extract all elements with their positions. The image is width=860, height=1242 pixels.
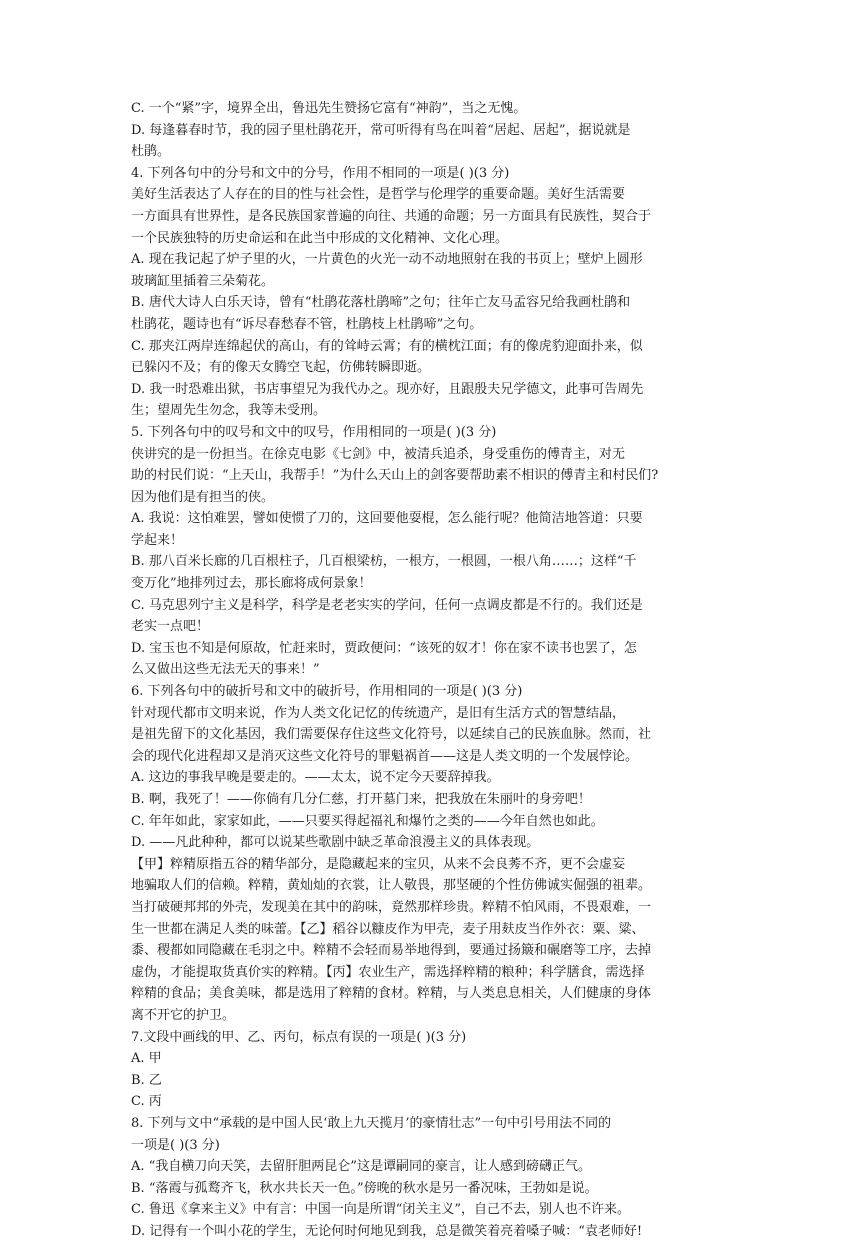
passage-line: 地骗取人们的信赖。粹精，黄灿灿的衣裳，让人敬畏，那坚硬的个性仿佛诚实倔强的祖辈。 bbox=[131, 878, 652, 894]
text-line: 一项是( )(3 分) bbox=[131, 1137, 220, 1153]
option-line: A. “我自横刀向天笑，去留肝胆两昆仑”这是谭嗣同的豪言，让人感到磅礴正气。 bbox=[131, 1159, 591, 1175]
option-line: B. 那八百米长廊的几百根柱子，几百根梁枋，一根方，一根圆，一根八角……；这样“千 bbox=[131, 554, 637, 570]
option-line: B. 乙 bbox=[131, 1072, 162, 1088]
option-line: D. 记得有一个叫小花的学生，无论何时何地见到我，总是微笑着亮着嗓子喊：“袁老师好! bbox=[131, 1223, 643, 1239]
option-line: C. 鲁迅《拿来主义》中有言：中国一向是所谓“闭关主义”，自己不去，别人也不许来。 bbox=[131, 1202, 631, 1218]
text-line: 么又做出这些无法无天的事来！” bbox=[131, 662, 320, 678]
option-line: C. 丙 bbox=[131, 1094, 162, 1110]
question-7-stem: 7.文段中画线的甲、乙、丙句，标点有误的一项是( )(3 分) bbox=[131, 1029, 467, 1045]
question-8-stem: 8. 下列与文中“承载的是中国人民‘敢上九天揽月’的豪情壮志”一句中引号用法不同的 bbox=[131, 1115, 612, 1131]
option-line: D. ——凡此种种，都可以说某些歌剧中缺乏革命浪漫主义的具体表现。 bbox=[131, 835, 540, 851]
text-line: 侠讲究的是一份担当。在徐克电影《七剑》中，被清兵追杀，身受重伤的傅青主，对无 bbox=[131, 446, 626, 462]
passage-line: 虚伪，才能提取货真价实的粹精。【丙】农业生产，需选择粹精的粮种；科学膳食，需选择 bbox=[131, 964, 645, 980]
option-line: D. 宝玉也不知是何原故，忙赶来时，贾政便问：“该死的奴才！你在家不读书也罢了，怎 bbox=[131, 640, 637, 656]
text-line: 助的村民们说：“上天山，我帮手！”为什么天山上的剑客要帮助素不相识的傅青主和村民们? bbox=[131, 468, 659, 484]
text-line: 是祖先留下的文化基因，我们需要保存住这些文化符号，以延续自己的民族血脉。然而，社 bbox=[131, 727, 652, 743]
text-line: 会的现代化进程却又是消灭这些文化符号的罪魁祸首——这是人类文明的一个发展悖论。 bbox=[131, 748, 639, 764]
document-body bbox=[131, 98, 721, 1242]
option-line: B. 啊，我死了！——你倘有几分仁慈，打开墓门来，把我放在朱丽叶的身旁吧！ bbox=[131, 792, 591, 807]
text-line: 变万化”地排列过去，那长廊将成何景象！ bbox=[131, 576, 372, 592]
option-line: B. “落霞与孤鹜齐飞，秋水共长天一色。”傍晚的秋水是另一番况味，王勃如是说。 bbox=[131, 1180, 598, 1196]
passage-line: 粹精的食品；美食美味，都是选用了粹精的食材。粹精，与人类息息相关，人们健康的身体 bbox=[131, 986, 652, 1002]
text-line: 杜鹃。 bbox=[131, 144, 171, 160]
text-line: 针对现代都市文明来说，作为人类文化记忆的传统遗产，是旧有生活方式的智慧结晶， bbox=[131, 705, 626, 721]
text-line: 因为他们是有担当的侠。 bbox=[131, 489, 275, 505]
passage-line: 生一世都在满足人类的味蕾。【乙】稻谷以糠皮作为甲壳，麦子用麸皮当作外衣：粟、粱、 bbox=[131, 921, 645, 937]
text-line: C. 一个“紧”字，境界全出，鲁迅先生赞扬它富有“神韵”，当之无愧。 bbox=[131, 101, 527, 116]
passage-line: 离不开它的护卫。 bbox=[131, 1007, 236, 1023]
option-line: A. 现在我记起了炉子里的火，一片黄色的火光一动不动地照射在我的书页上；壁炉上圆形 bbox=[131, 252, 643, 268]
text-line: 学起来！ bbox=[131, 532, 184, 548]
text-line: 一个民族独特的历史命运和在此当中形成的文化精神、文化心理。 bbox=[131, 230, 509, 246]
passage-line: 【甲】粹精原指五谷的精华部分，是隐藏起来的宝贝，从来不会良莠不齐，更不会虚妄 bbox=[131, 856, 626, 872]
passage-line: 黍、稷都如同隐藏在毛羽之中。粹精不会轻而易举地得到，要通过扬簸和碾磨等工序，去掉 bbox=[131, 943, 652, 959]
text-line: D. 每逢暮春时节，我的园子里杜鹃花开，常可听得有鸟在叫着“居起、居起”，据说就是 bbox=[131, 122, 631, 138]
question-6-stem: 6. 下列各句中的破折号和文中的破折号，作用相同的一项是( )(3 分) bbox=[131, 684, 523, 700]
question-5-stem: 5. 下列各句中的叹号和文中的叹号，作用相同的一项是( )(3 分) bbox=[131, 424, 497, 440]
option-line: B. 唐代大诗人白乐天诗，曾有“杜鹃花落杜鹃啼”之句；往年亡友马孟容兄给我画杜鹃和 bbox=[131, 295, 631, 311]
option-line: C. 年年如此，家家如此，——只要买得起福礼和爆竹之类的——今年自然也如此。 bbox=[131, 813, 604, 829]
text-line: 老实一点吧！ bbox=[131, 619, 210, 635]
text-line: 杜鹃花，题诗也有“诉尽春愁春不管，杜鹃枝上杜鹃啼”之句。 bbox=[131, 316, 483, 332]
question-4-stem: 4. 下列各句中的分号和文中的分号，作用不相同的一项是( )(3 分) bbox=[131, 165, 510, 181]
text-line: 一方面具有世界性，是各民族国家普遍的向往、共通的命题；另一方面具有民族性，契合于 bbox=[131, 208, 652, 224]
option-line: C. 马克思列宁主义是科学，科学是老老实实的学问，任何一点调皮都是不行的。我们还是 bbox=[131, 597, 643, 613]
text-line: 玻璃缸里插着三朵菊花。 bbox=[131, 273, 275, 289]
option-line: A. 这边的事我早晚是要走的。——太太，说不定今天要辞掉我。 bbox=[131, 770, 500, 786]
text-line: 美好生活表达了人存在的目的性与社会性，是哲学与伦理学的重要命题。美好生活需要 bbox=[131, 187, 626, 203]
option-line: A. 我说：这怕难罢，譬如使惯了刀的，这回要他耍棍，怎么能行呢？他简洁地答道：只要 bbox=[131, 511, 643, 527]
option-line: C. 那夹江两岸连绵起伏的高山，有的耸峙云霄；有的横枕江面；有的像虎豹迎面扑来，似 bbox=[131, 338, 643, 354]
option-line: D. 我一时恐难出狱，书店事望兄为我代办之。现亦好，且跟殷夫兄学德文，此事可告周先 bbox=[131, 381, 644, 397]
text-line: 已躲闪不及；有的像天女腾空飞起，仿佛转瞬即逝。 bbox=[131, 360, 431, 376]
passage-line: 当打破硬邦邦的外壳，发现美在其中的韵味，竟然那样珍贵。粹精不怕风雨，不畏艰难，一 bbox=[131, 899, 652, 915]
text-line: 生；望周先生勿念，我等未受刑。 bbox=[131, 403, 327, 419]
option-line: A. 甲 bbox=[131, 1051, 162, 1067]
